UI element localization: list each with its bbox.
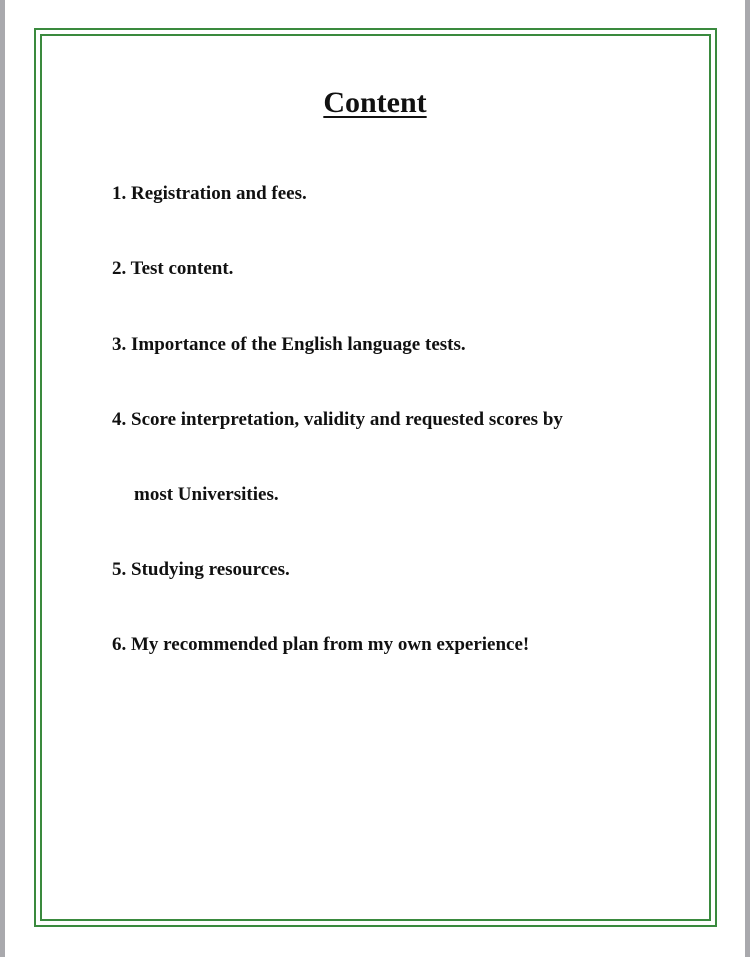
page-border-outer bbox=[34, 28, 717, 927]
toc-item-registration: 1. Registration and fees. bbox=[112, 183, 307, 204]
viewer-right-edge bbox=[745, 0, 750, 957]
toc-item-studying-resources: 5. Studying resources. bbox=[112, 559, 290, 580]
toc-item-score-interpretation: 4. Score interpretation, validity and requested scores by bbox=[112, 409, 563, 430]
toc-item-score-interpretation-continued: most Universities. bbox=[134, 484, 279, 505]
toc-item-recommended-plan: 6. My recommended plan from my own experience! bbox=[112, 634, 530, 655]
document-page bbox=[5, 0, 745, 957]
toc-item-test-content: 2. Test content. bbox=[112, 258, 234, 279]
content-title: Content bbox=[323, 86, 427, 119]
page-border-inner bbox=[40, 34, 711, 921]
toc-item-importance: 3. Importance of the English language tests. bbox=[112, 334, 466, 355]
